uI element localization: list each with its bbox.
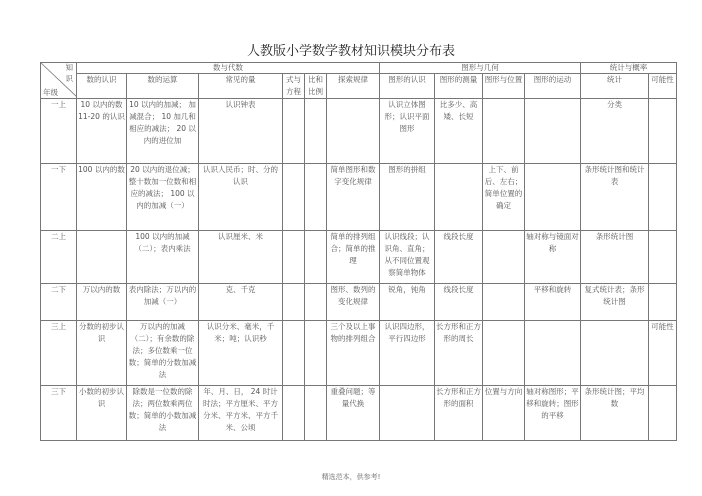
table-cell [380, 386, 435, 441]
corner-header-cell [41, 63, 77, 99]
table-cell: 万以内的加减（二）；有余数的除法；多位数乘一位数；简单的分数加减法 [127, 321, 199, 386]
table-cell: 认识立体图形；认识平面图形 [380, 99, 435, 164]
group-header-statistics: 统计与概率 [581, 63, 677, 74]
table-cell: 图形的拼组 [380, 164, 435, 231]
table-cell [327, 99, 380, 164]
table-cell [483, 321, 525, 386]
table-cell [283, 164, 305, 231]
table-cell: 三个及以上事物的排列组合 [327, 321, 380, 386]
table-cell: 条形统计图和统计表 [581, 164, 649, 231]
table-cell [305, 386, 327, 441]
table-row [41, 386, 677, 441]
table-cell: 认识线段；认识角、直角；从不同位置观察简单物体 [380, 231, 435, 284]
column-header: 图形的运动 [525, 74, 581, 99]
column-header: 统计 [581, 74, 649, 99]
table-cell [305, 164, 327, 231]
table-cell [283, 99, 305, 164]
table-cell: 小数的初步认识 [77, 386, 127, 441]
column-header: 图形与位置 [483, 74, 525, 99]
table-cell [283, 231, 305, 284]
table-cell: 条形统计图；平均数 [581, 386, 649, 441]
table-cell [435, 164, 483, 231]
table-cell: 轴对称图形；平移和旋转；图形的平移 [525, 386, 581, 441]
table-cell: 上下、前后、左右；简单位置的确定 [483, 164, 525, 231]
table-cell [77, 231, 127, 284]
table-row [41, 99, 677, 164]
table-cell [305, 231, 327, 284]
page-title: 人教版小学数学教材知识模块分布表 [246, 44, 455, 59]
grade-cell: 三上 [41, 321, 77, 386]
table-cell [305, 284, 327, 321]
grade-cell: 二上 [41, 231, 77, 284]
footer-note: 精选范本，供参考! [321, 473, 381, 481]
table-cell: 可能性 [649, 321, 677, 386]
table-cell: 分类 [581, 99, 649, 164]
table-cell [525, 99, 581, 164]
table-cell: 比多少、高矮、长短 [435, 99, 483, 164]
column-header: 常见的量 [199, 74, 283, 99]
table-row [41, 284, 677, 321]
table-cell [525, 321, 581, 386]
table-cell: 长方形和正方形的面积 [435, 386, 483, 441]
table-cell [525, 164, 581, 231]
table-cell: 图形、数列的变化规律 [327, 284, 380, 321]
table-cell: 认识分米、毫米，千米；吨；认识秒 [199, 321, 283, 386]
table-cell [649, 386, 677, 441]
table-cell: 年、月、日， 24 时计时法；平方厘米、平方分米、平方米、平方千米、公顷 [199, 386, 283, 441]
grade-cell: 一上 [41, 99, 77, 164]
grade-cell: 一下 [41, 164, 77, 231]
table-cell: 10 以内的数 11-20 的认识 [77, 99, 127, 164]
column-header: 数的认识 [77, 74, 127, 99]
table-cell: 重叠问题；等量代换 [327, 386, 380, 441]
knowledge-table [40, 62, 677, 441]
column-header: 可能性 [649, 74, 677, 99]
table-cell: 认识四边形，平行四边形 [380, 321, 435, 386]
table-cell [649, 231, 677, 284]
table-cell [283, 386, 305, 441]
table-cell: 简单的排列组合；简单的推理 [327, 231, 380, 284]
table-cell [649, 164, 677, 231]
table-cell [649, 99, 677, 164]
table-cell [581, 321, 649, 386]
group-header-numbers: 数与代数 [77, 63, 380, 74]
table-cell: 认识人民币；时、分的认识 [199, 164, 283, 231]
table-cell [649, 284, 677, 321]
column-header: 式与方程 [283, 74, 305, 99]
table-cell: 轴对称与镜面对称 [525, 231, 581, 284]
table-cell: 万以内的数 [77, 284, 127, 321]
table-cell: 20 以内的退位减；整十数加一位数和相应的减法； 100 以内的加减（一） [127, 164, 199, 231]
table-cell: 平移和旋转 [525, 284, 581, 321]
column-header: 图形的测量 [435, 74, 483, 99]
table-cell: 锐角，钝角 [380, 284, 435, 321]
corner-label-2: 识 [65, 74, 73, 83]
table-row [41, 164, 677, 231]
table-row [41, 321, 677, 386]
table-cell [283, 284, 305, 321]
table-cell: 表内除法；万以内的加减（一） [127, 284, 199, 321]
table-cell: 条形统计图 [581, 231, 649, 284]
table-cell: 10 以内的加减； 加减混合； 10 加几和相应的减法； 20 以内的进位加 [127, 99, 199, 164]
corner-label-1: 知 [65, 63, 73, 72]
grade-cell: 三下 [41, 386, 77, 441]
group-header-geometry: 图形与几何 [380, 63, 581, 74]
table-cell: 认识厘米、米 [199, 231, 283, 284]
table-cell: 100 以内的加减（二）；表内乘法 [127, 231, 199, 284]
table-cell [483, 231, 525, 284]
table-cell: 长方形和正方形的周长 [435, 321, 483, 386]
column-header: 数的运算 [127, 74, 199, 99]
grade-cell: 二下 [41, 284, 77, 321]
table-cell: 除数是一位数的除法；两位数乘两位数；简单的小数加减法 [127, 386, 199, 441]
table-cell [483, 99, 525, 164]
table-cell [305, 321, 327, 386]
table-cell: 线段长度 [435, 231, 483, 284]
table-cell: 克、千克 [199, 284, 283, 321]
table-cell: 分数的初步认识 [77, 321, 127, 386]
column-header: 图形的认识 [380, 74, 435, 99]
table-cell: 认识钟表 [199, 99, 283, 164]
column-header: 比和比例 [305, 74, 327, 99]
table-row [41, 231, 677, 284]
table-cell: 线段长度 [435, 284, 483, 321]
table-cell: 位置与方向 [483, 386, 525, 441]
table-cell [305, 99, 327, 164]
table-cell: 简单图形和数字变化规律 [327, 164, 380, 231]
column-header: 探索规律 [327, 74, 380, 99]
corner-label-grade: 年级 [43, 88, 58, 97]
table-cell [283, 321, 305, 386]
table-cell [483, 284, 525, 321]
table-cell: 复式统计表；条形统计图 [581, 284, 649, 321]
table-cell: 100 以内的数 [77, 164, 127, 231]
